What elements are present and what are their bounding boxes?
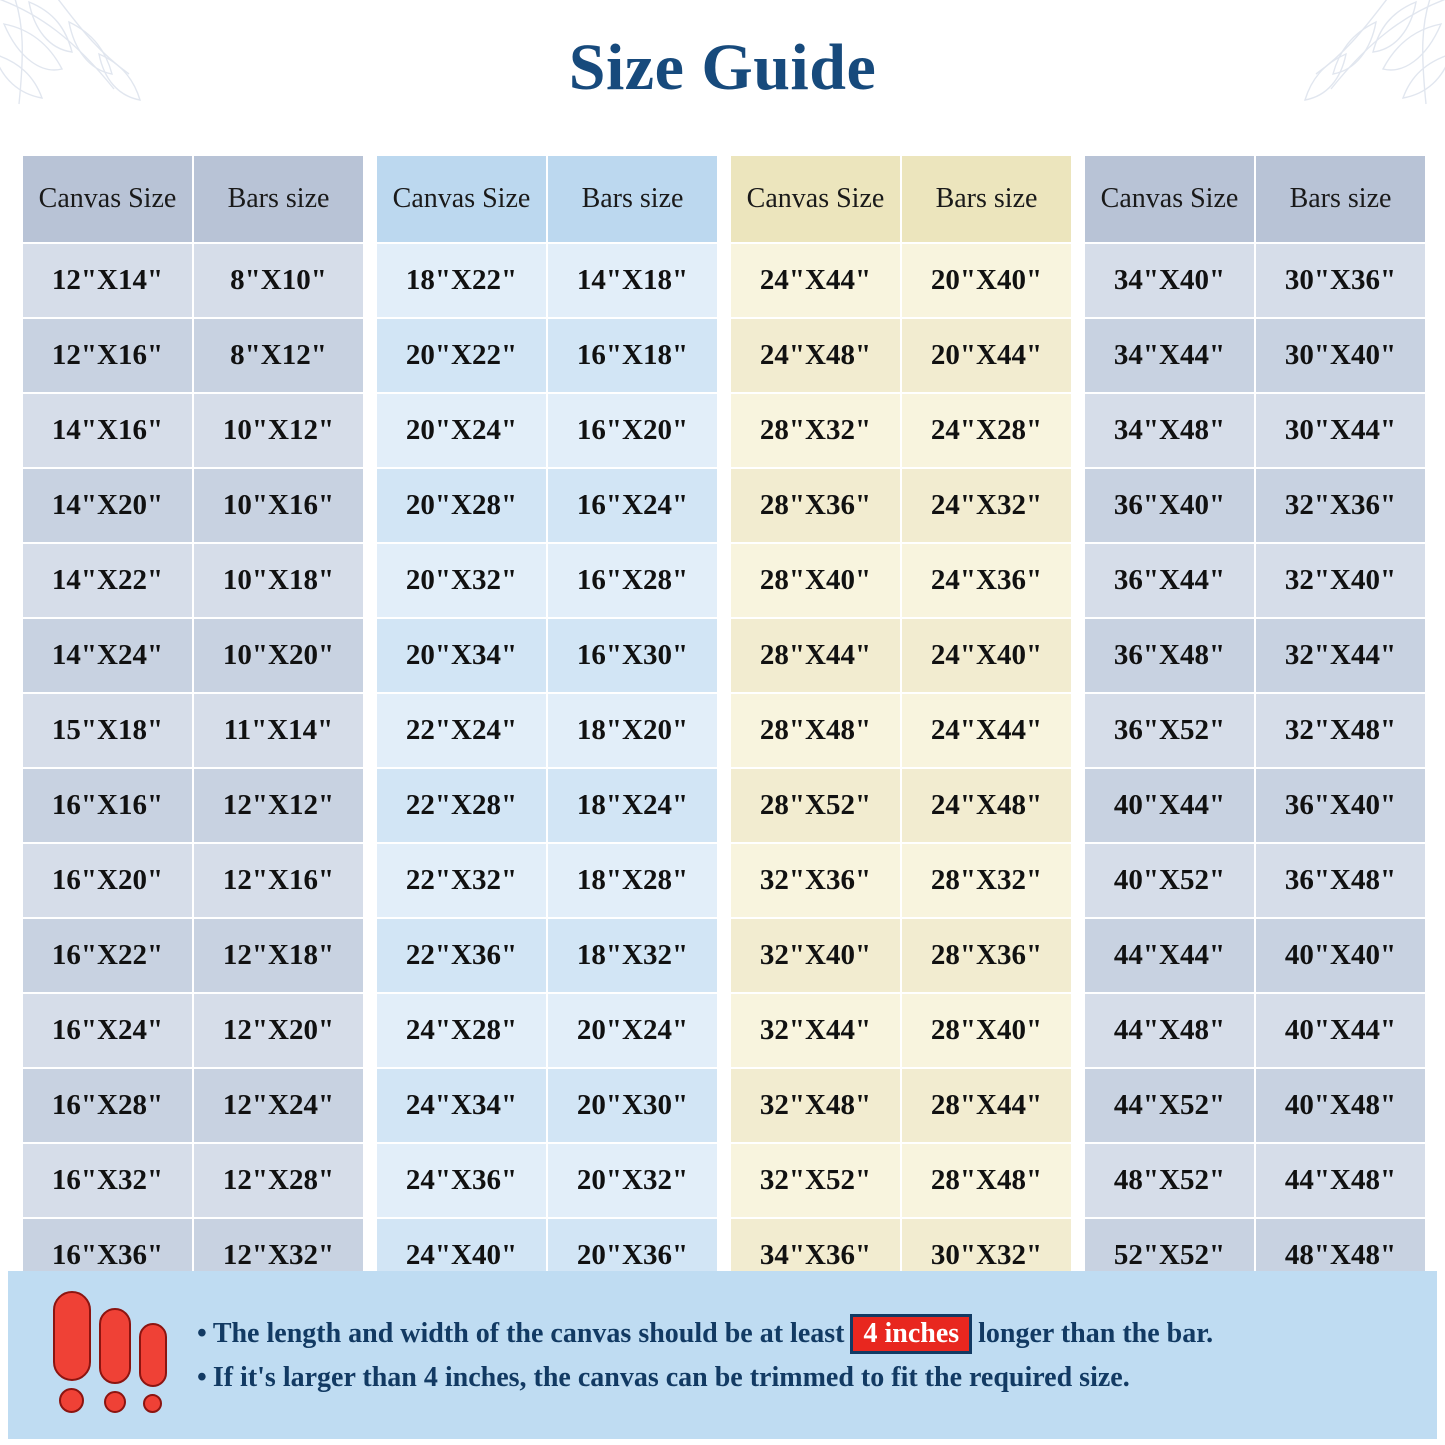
header-bars-size: Bars size bbox=[547, 155, 718, 243]
cell-bars-size: 36"X40" bbox=[1255, 768, 1426, 843]
cell-bars-size: 30"X36" bbox=[1255, 243, 1426, 318]
cell-canvas-size: 36"X40" bbox=[1084, 468, 1255, 543]
cell-canvas-size: 16"X22" bbox=[22, 918, 193, 993]
table-header-row bbox=[22, 155, 364, 243]
cell-canvas-size: 48"X52" bbox=[1084, 1143, 1255, 1218]
cell-canvas-size: 28"X44" bbox=[730, 618, 901, 693]
cell-bars-size: 30"X44" bbox=[1255, 393, 1426, 468]
cell-bars-size: 36"X48" bbox=[1255, 843, 1426, 918]
cell-canvas-size: 16"X24" bbox=[22, 993, 193, 1068]
cell-bars-size: 10"X16" bbox=[193, 468, 364, 543]
table-row bbox=[22, 918, 364, 993]
cell-canvas-size: 22"X28" bbox=[376, 768, 547, 843]
cell-canvas-size: 36"X52" bbox=[1084, 693, 1255, 768]
cell-bars-size: 12"X32" bbox=[193, 1218, 364, 1293]
cell-canvas-size: 32"X44" bbox=[730, 993, 901, 1068]
cell-bars-size: 24"X28" bbox=[901, 393, 1072, 468]
table-row bbox=[376, 543, 718, 618]
cell-bars-size: 30"X40" bbox=[1255, 318, 1426, 393]
cell-canvas-size: 52"X52" bbox=[1084, 1218, 1255, 1293]
table-row bbox=[730, 1143, 1072, 1218]
cell-canvas-size: 22"X24" bbox=[376, 693, 547, 768]
cell-canvas-size: 44"X52" bbox=[1084, 1068, 1255, 1143]
table-header-row bbox=[376, 155, 718, 243]
cell-bars-size: 48"X48" bbox=[1255, 1218, 1426, 1293]
cell-bars-size: 20"X32" bbox=[547, 1143, 718, 1218]
cell-bars-size: 8"X10" bbox=[193, 243, 364, 318]
cell-canvas-size: 14"X16" bbox=[22, 393, 193, 468]
exclamation-mark-icon bbox=[139, 1323, 167, 1413]
table-row bbox=[1084, 993, 1426, 1068]
cell-canvas-size: 24"X40" bbox=[376, 1218, 547, 1293]
table-row bbox=[376, 393, 718, 468]
cell-bars-size: 18"X28" bbox=[547, 843, 718, 918]
note-highlight: 4 inches bbox=[850, 1314, 972, 1353]
cell-bars-size: 16"X20" bbox=[547, 393, 718, 468]
table-row bbox=[376, 243, 718, 318]
cell-bars-size: 40"X40" bbox=[1255, 918, 1426, 993]
table-row bbox=[376, 843, 718, 918]
cell-canvas-size: 14"X24" bbox=[22, 618, 193, 693]
cell-canvas-size: 34"X40" bbox=[1084, 243, 1255, 318]
note-1-part-2: longer than the bar. bbox=[978, 1318, 1214, 1350]
cell-bars-size: 32"X48" bbox=[1255, 693, 1426, 768]
cell-bars-size: 16"X28" bbox=[547, 543, 718, 618]
table-row bbox=[22, 393, 364, 468]
cell-bars-size: 40"X44" bbox=[1255, 993, 1426, 1068]
table-row bbox=[1084, 768, 1426, 843]
cell-bars-size: 12"X16" bbox=[193, 843, 364, 918]
header-bars-size: Bars size bbox=[901, 155, 1072, 243]
table-row bbox=[376, 993, 718, 1068]
cell-bars-size: 12"X28" bbox=[193, 1143, 364, 1218]
cell-bars-size: 10"X12" bbox=[193, 393, 364, 468]
cell-canvas-size: 20"X24" bbox=[376, 393, 547, 468]
header-canvas-size: Canvas Size bbox=[730, 155, 901, 243]
cell-bars-size: 28"X36" bbox=[901, 918, 1072, 993]
cell-bars-size: 11"X14" bbox=[193, 693, 364, 768]
table-row bbox=[1084, 618, 1426, 693]
cell-canvas-size: 28"X36" bbox=[730, 468, 901, 543]
cell-bars-size: 20"X40" bbox=[901, 243, 1072, 318]
table-row bbox=[376, 1143, 718, 1218]
table-row bbox=[22, 318, 364, 393]
table-row bbox=[1084, 693, 1426, 768]
cell-bars-size: 40"X48" bbox=[1255, 1068, 1426, 1143]
cell-bars-size: 32"X40" bbox=[1255, 543, 1426, 618]
cell-canvas-size: 28"X52" bbox=[730, 768, 901, 843]
cell-bars-size: 28"X44" bbox=[901, 1068, 1072, 1143]
cell-canvas-size: 16"X20" bbox=[22, 843, 193, 918]
cell-canvas-size: 28"X40" bbox=[730, 543, 901, 618]
cell-canvas-size: 20"X28" bbox=[376, 468, 547, 543]
cell-canvas-size: 24"X36" bbox=[376, 1143, 547, 1218]
cell-bars-size: 16"X24" bbox=[547, 468, 718, 543]
table-row bbox=[376, 318, 718, 393]
header-bars-size: Bars size bbox=[1255, 155, 1426, 243]
table-header-row bbox=[730, 155, 1072, 243]
cell-canvas-size: 44"X44" bbox=[1084, 918, 1255, 993]
cell-canvas-size: 20"X34" bbox=[376, 618, 547, 693]
cell-bars-size: 20"X30" bbox=[547, 1068, 718, 1143]
cell-canvas-size: 14"X22" bbox=[22, 543, 193, 618]
header-canvas-size: Canvas Size bbox=[1084, 155, 1255, 243]
cell-canvas-size: 24"X44" bbox=[730, 243, 901, 318]
table-row bbox=[730, 843, 1072, 918]
cell-bars-size: 20"X36" bbox=[547, 1218, 718, 1293]
table-row bbox=[730, 393, 1072, 468]
table-row bbox=[22, 843, 364, 918]
table-row bbox=[730, 618, 1072, 693]
cell-canvas-size: 32"X48" bbox=[730, 1068, 901, 1143]
cell-bars-size: 12"X18" bbox=[193, 918, 364, 993]
cell-bars-size: 24"X44" bbox=[901, 693, 1072, 768]
cell-canvas-size: 20"X32" bbox=[376, 543, 547, 618]
header-bars-size: Bars size bbox=[193, 155, 364, 243]
table-row bbox=[730, 1068, 1072, 1143]
cell-canvas-size: 44"X48" bbox=[1084, 993, 1255, 1068]
table-row bbox=[376, 693, 718, 768]
table-row bbox=[1084, 243, 1426, 318]
table-row bbox=[1084, 1068, 1426, 1143]
exclamation-icons bbox=[22, 1291, 197, 1419]
cell-bars-size: 12"X12" bbox=[193, 768, 364, 843]
table-row bbox=[22, 468, 364, 543]
cell-bars-size: 28"X32" bbox=[901, 843, 1072, 918]
table-row bbox=[376, 468, 718, 543]
cell-canvas-size: 14"X20" bbox=[22, 468, 193, 543]
cell-bars-size: 12"X24" bbox=[193, 1068, 364, 1143]
cell-bars-size: 24"X48" bbox=[901, 768, 1072, 843]
table-row bbox=[1084, 318, 1426, 393]
cell-canvas-size: 34"X48" bbox=[1084, 393, 1255, 468]
cell-canvas-size: 40"X44" bbox=[1084, 768, 1255, 843]
cell-canvas-size: 34"X36" bbox=[730, 1218, 901, 1293]
size-table-1 bbox=[22, 155, 364, 1293]
cell-bars-size: 32"X44" bbox=[1255, 618, 1426, 693]
cell-bars-size: 18"X24" bbox=[547, 768, 718, 843]
cell-canvas-size: 40"X52" bbox=[1084, 843, 1255, 918]
table-row bbox=[22, 1143, 364, 1218]
table-row bbox=[376, 918, 718, 993]
table-row bbox=[376, 618, 718, 693]
cell-canvas-size: 24"X48" bbox=[730, 318, 901, 393]
cell-bars-size: 28"X48" bbox=[901, 1143, 1072, 1218]
exclamation-mark-icon bbox=[53, 1291, 91, 1413]
cell-canvas-size: 32"X52" bbox=[730, 1143, 901, 1218]
cell-bars-size: 32"X36" bbox=[1255, 468, 1426, 543]
table-row bbox=[22, 693, 364, 768]
table-row bbox=[730, 318, 1072, 393]
cell-canvas-size: 12"X16" bbox=[22, 318, 193, 393]
table-row bbox=[730, 243, 1072, 318]
note-1-part-1: The length and width of the canvas should be at least bbox=[212, 1318, 845, 1350]
cell-canvas-size: 36"X48" bbox=[1084, 618, 1255, 693]
cell-bars-size: 16"X18" bbox=[547, 318, 718, 393]
cell-canvas-size: 36"X44" bbox=[1084, 543, 1255, 618]
cell-bars-size: 18"X20" bbox=[547, 693, 718, 768]
cell-bars-size: 20"X44" bbox=[901, 318, 1072, 393]
page-title: Size Guide bbox=[568, 31, 877, 104]
table-row bbox=[22, 618, 364, 693]
cell-canvas-size: 16"X28" bbox=[22, 1068, 193, 1143]
table-row bbox=[730, 768, 1072, 843]
table-row bbox=[22, 543, 364, 618]
table-row bbox=[22, 1068, 364, 1143]
cell-bars-size: 10"X18" bbox=[193, 543, 364, 618]
notes-panel bbox=[8, 1271, 1437, 1439]
table-row bbox=[1084, 918, 1426, 993]
table-row bbox=[22, 243, 364, 318]
table-row bbox=[1084, 843, 1426, 918]
cell-canvas-size: 28"X32" bbox=[730, 393, 901, 468]
cell-canvas-size: 28"X48" bbox=[730, 693, 901, 768]
cell-canvas-size: 16"X36" bbox=[22, 1218, 193, 1293]
table-row bbox=[22, 993, 364, 1068]
cell-bars-size: 20"X24" bbox=[547, 993, 718, 1068]
table-row bbox=[730, 918, 1072, 993]
cell-canvas-size: 22"X36" bbox=[376, 918, 547, 993]
cell-canvas-size: 16"X16" bbox=[22, 768, 193, 843]
cell-bars-size: 16"X30" bbox=[547, 618, 718, 693]
table-row bbox=[376, 1068, 718, 1143]
cell-canvas-size: 22"X32" bbox=[376, 843, 547, 918]
table-row bbox=[730, 543, 1072, 618]
table-row bbox=[376, 768, 718, 843]
exclamation-mark-icon bbox=[99, 1308, 131, 1413]
table-row bbox=[22, 768, 364, 843]
cell-canvas-size: 15"X18" bbox=[22, 693, 193, 768]
cell-bars-size: 24"X32" bbox=[901, 468, 1072, 543]
cell-canvas-size: 18"X22" bbox=[376, 243, 547, 318]
cell-canvas-size: 34"X44" bbox=[1084, 318, 1255, 393]
cell-canvas-size: 24"X34" bbox=[376, 1068, 547, 1143]
note-line-1 bbox=[197, 1314, 1423, 1353]
table-row bbox=[1084, 543, 1426, 618]
cell-bars-size: 10"X20" bbox=[193, 618, 364, 693]
size-table-2 bbox=[376, 155, 718, 1293]
header-canvas-size: Canvas Size bbox=[376, 155, 547, 243]
cell-canvas-size: 32"X36" bbox=[730, 843, 901, 918]
header-canvas-size: Canvas Size bbox=[22, 155, 193, 243]
size-tables-container bbox=[22, 155, 1426, 1293]
cell-canvas-size: 24"X28" bbox=[376, 993, 547, 1068]
cell-bars-size: 44"X48" bbox=[1255, 1143, 1426, 1218]
cell-bars-size: 28"X40" bbox=[901, 993, 1072, 1068]
cell-bars-size: 14"X18" bbox=[547, 243, 718, 318]
note-bullet: • bbox=[197, 1361, 207, 1393]
table-row bbox=[1084, 468, 1426, 543]
table-header-row bbox=[1084, 155, 1426, 243]
table-row bbox=[1084, 1143, 1426, 1218]
size-table-3 bbox=[730, 155, 1072, 1293]
cell-bars-size: 18"X32" bbox=[547, 918, 718, 993]
table-row bbox=[730, 468, 1072, 543]
note-bullet: • bbox=[197, 1318, 207, 1350]
table-row bbox=[730, 693, 1072, 768]
table-row bbox=[1084, 393, 1426, 468]
cell-canvas-size: 12"X14" bbox=[22, 243, 193, 318]
note-2-text: If it's larger than 4 inches, the canvas can be trimmed to fit the required size. bbox=[212, 1361, 1130, 1393]
table-row bbox=[730, 993, 1072, 1068]
cell-bars-size: 24"X40" bbox=[901, 618, 1072, 693]
cell-bars-size: 24"X36" bbox=[901, 543, 1072, 618]
cell-canvas-size: 16"X32" bbox=[22, 1143, 193, 1218]
cell-bars-size: 12"X20" bbox=[193, 993, 364, 1068]
cell-bars-size: 30"X32" bbox=[901, 1218, 1072, 1293]
cell-bars-size: 8"X12" bbox=[193, 318, 364, 393]
size-table-4 bbox=[1084, 155, 1426, 1293]
cell-canvas-size: 20"X22" bbox=[376, 318, 547, 393]
notes-text bbox=[197, 1308, 1423, 1401]
cell-canvas-size: 32"X40" bbox=[730, 918, 901, 993]
note-line-2 bbox=[197, 1360, 1423, 1396]
